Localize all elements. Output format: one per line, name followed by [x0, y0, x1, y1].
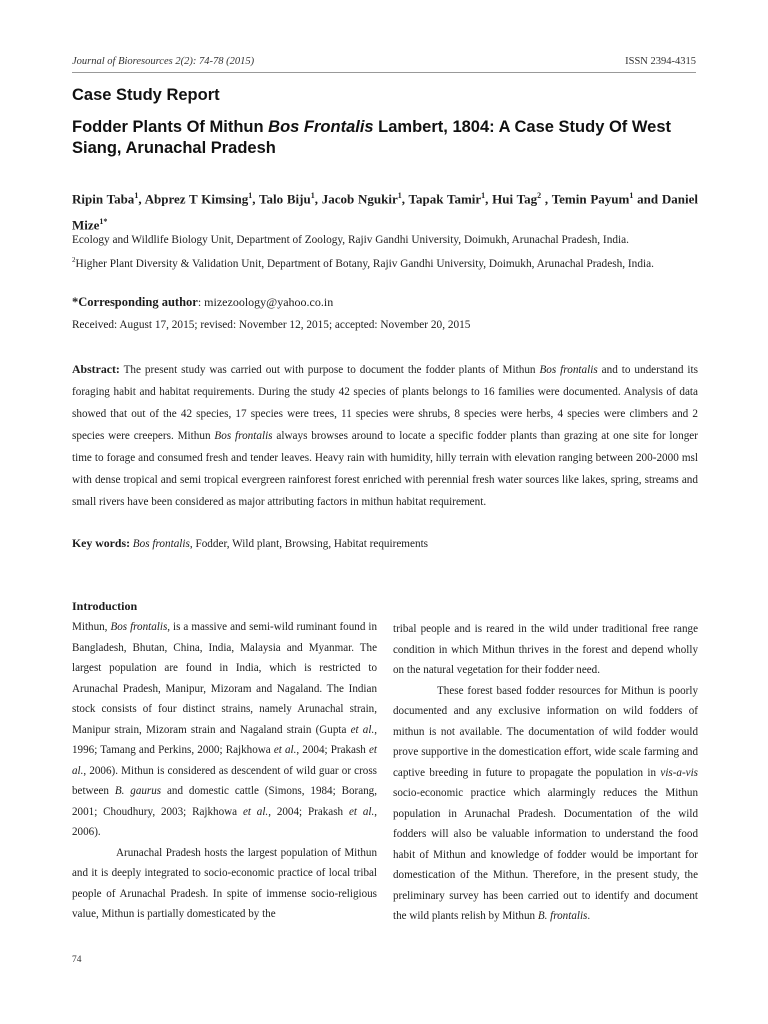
article-dates: Received: August 17, 2015; revised: November 12, 2015; accepted: November 20, 2015 [72, 319, 471, 331]
corresponding-email: : mizezoology@yahoo.co.in [197, 295, 334, 309]
page-number: 74 [72, 955, 82, 965]
intro-p1-text: , 2006). [72, 805, 377, 838]
author-affiliation-marker: 2 [537, 191, 542, 200]
affiliation-1 [72, 230, 698, 250]
corresponding-author [72, 293, 333, 311]
et-al: et al. [348, 805, 375, 818]
abstract-species-2: Bos frontalis [214, 430, 273, 442]
et-al: et al. [350, 723, 375, 736]
keywords-label: Key words: [72, 536, 130, 550]
journal-citation: Journal of Bioresources 2(2): 74-78 (2015) [72, 56, 255, 67]
vis-a-vis: vis-a-vis [660, 766, 698, 779]
et-al: et al. [242, 805, 269, 818]
author-list [72, 184, 698, 237]
report-type: Case Study Report [72, 86, 220, 104]
author-separator: , [314, 191, 322, 207]
intro-p1-species: Bos frontalis [110, 621, 168, 633]
intro-p1-text: and domestic cattle (Simons, 1984; Borang, 2001; Choudhury, 2003; Rajkhowa [72, 785, 377, 818]
intro-paragraph-2-cont: tribal people and is reared in the wild under traditional free range condition in which Mithun thrives in the forest and depend wholly on the natural vegetation for their fodder need. [393, 623, 698, 676]
header-rule [72, 72, 696, 73]
abstract [72, 358, 698, 513]
affiliation-2-marker: 2 [72, 256, 76, 264]
intro-p3-text: socio-economic practice which alarmingly reduces the Mithun population in Arunachal Pradesh. Documentation of the wild fodders will also be valuable information to understand the food habit of Mithun and knowledge of fodder would be important for domestication of the Mithun. Therefore, in the present study, the preliminary survey has been carried out to identify and document the wild plants relish by Mithun [393, 787, 698, 922]
author-separator: , [252, 191, 259, 207]
keywords [72, 533, 698, 554]
abstract-text-1: The present study was carried out with purpose to document the fodder plants of Mithun [119, 364, 540, 376]
author-name: Temin Payum [551, 191, 630, 207]
author-separator: , [541, 191, 552, 207]
intro-p1-text: , 2004; Prakash [268, 805, 349, 818]
author-separator: and [633, 191, 662, 207]
intro-p3-text: . [587, 910, 591, 922]
issn: ISSN 2394-4315 [625, 56, 696, 67]
author-separator: , [401, 191, 409, 207]
author-name: Abprez T Kimsing [144, 191, 249, 207]
author-affiliation-marker: 1* [99, 217, 108, 227]
author-name: Tapak Tamir [408, 191, 482, 207]
author-affiliation-marker: 1 [310, 191, 315, 200]
paper-title [72, 117, 702, 159]
intro-p1-text: , is a massive and semi-wild ruminant found in Bangladesh, Bhutan, China, India, Malaysia and Myanmar. The largest population are found in India, which is restricted to Arunachal Pradesh, Manipur, Mizoram and Nagaland. The Indian stock consists of four distinct strains, namely Arunachal strain, Manipur strain, Mizoram strain and Nagaland strain (Gupta [72, 621, 377, 736]
author-name: Talo Biju [259, 191, 311, 207]
keywords-rest: , Fodder, Wild plant, Browsing, Habitat requirements [189, 538, 429, 550]
author-affiliation-marker: 1 [134, 191, 139, 200]
author-separator: , [138, 191, 145, 207]
intro-paragraph-1 [72, 617, 377, 843]
abstract-text-3: always browses around to locate a specific fodder plants than grazing at one site for longer time to forage and consumed fresh and tender leaves. Heavy rain with humidity, hilly terrain with elevation ranging between 200-2000 msl with dense tropical and semi tropical evergreen rainforest forest enriched with perennial fresh water sources like lakes, spring, streams and small rivers have been considered as major attributing factors in mithun habitat requirement. [72, 430, 698, 508]
author-name: Ripin Taba [72, 191, 135, 207]
intro-p3-text: These forest based fodder resources for Mithun is poorly documented and any exclusive information on wild fodders of mithun is not available. The documentation of wild fodder would prove supportive in the domestication effort, wide scale farming and captive breeding in future to propagate the population in [393, 684, 698, 779]
affiliation-1-text: Ecology and Wildlife Biology Unit, Department of Zoology, Rajiv Gandhi University, Doimukh, Arunachal Pradesh, India. [72, 234, 629, 246]
abstract-text-2: and to understand its foraging habit and habitat requirements. During the study 42 species of plants belongs to 16 families were documented. Analysis of data showed that out of the 42 species, 17 species were trees, 11 species were shrubs, 8 species were herbs, 4 species were climbers and 2 species were creepers. Mithun [72, 364, 699, 442]
intro-paragraph-3 [393, 681, 698, 927]
intro-p1-text: , 1996; Tamang and Perkins, 2000; Rajkhowa [72, 723, 377, 756]
intro-p1-text: , 2004; Prakash [296, 744, 369, 756]
affiliation-2 [72, 250, 698, 274]
author-affiliation-marker: 1 [481, 191, 486, 200]
author-name: Hui Tag [492, 191, 538, 207]
body-column-left [72, 597, 377, 925]
intro-p1-text: Mithun, [72, 621, 111, 633]
intro-p1-text: , 2006). Mithun is considered as descendent of wild guar or cross between [72, 764, 377, 797]
section-heading-introduction: Introduction [72, 599, 138, 613]
title-part1: Fodder Plants Of Mithun [72, 118, 269, 136]
affiliation-2-text: Higher Plant Diversity & Validation Unit, Department of Botany, Rajiv Gandhi University, Doimukh, Arunachal Pradesh, India. [75, 257, 654, 270]
running-header [72, 56, 696, 72]
corresponding-label: *Corresponding author [72, 295, 198, 309]
author-affiliation-marker: 1 [629, 191, 634, 200]
et-al: et al. [273, 744, 297, 756]
body-column-right [393, 619, 698, 927]
author-name: Jacob Ngukir [321, 191, 398, 207]
author-affiliation-marker: 1 [397, 191, 402, 200]
abstract-species-1: Bos frontalis [539, 364, 598, 376]
intro-paragraph-2: Arunachal Pradesh hosts the largest population of Mithun and it is deeply integrated to socio-economic practice of local tribal people of Arunachal Pradesh. In spite of immense socio-religious value, Mithun is partially domesticated by the [72, 846, 377, 920]
author-separator: , [485, 191, 493, 207]
title-species: Bos Frontalis [268, 118, 374, 136]
author-affiliation-marker: 1 [248, 191, 253, 200]
et-al: et al. [72, 744, 377, 777]
title-part2: Lambert, 1804: A Case Study Of West Siang, Arunachal Pradesh [72, 118, 671, 157]
author-name: Daniel Mize [72, 191, 698, 233]
intro-p3-species: B. frontalis [537, 910, 588, 922]
abstract-label: Abstract: [72, 362, 120, 376]
intro-p1-species: B. gaurus [114, 785, 162, 797]
keywords-species: Bos frontalis [132, 538, 190, 550]
